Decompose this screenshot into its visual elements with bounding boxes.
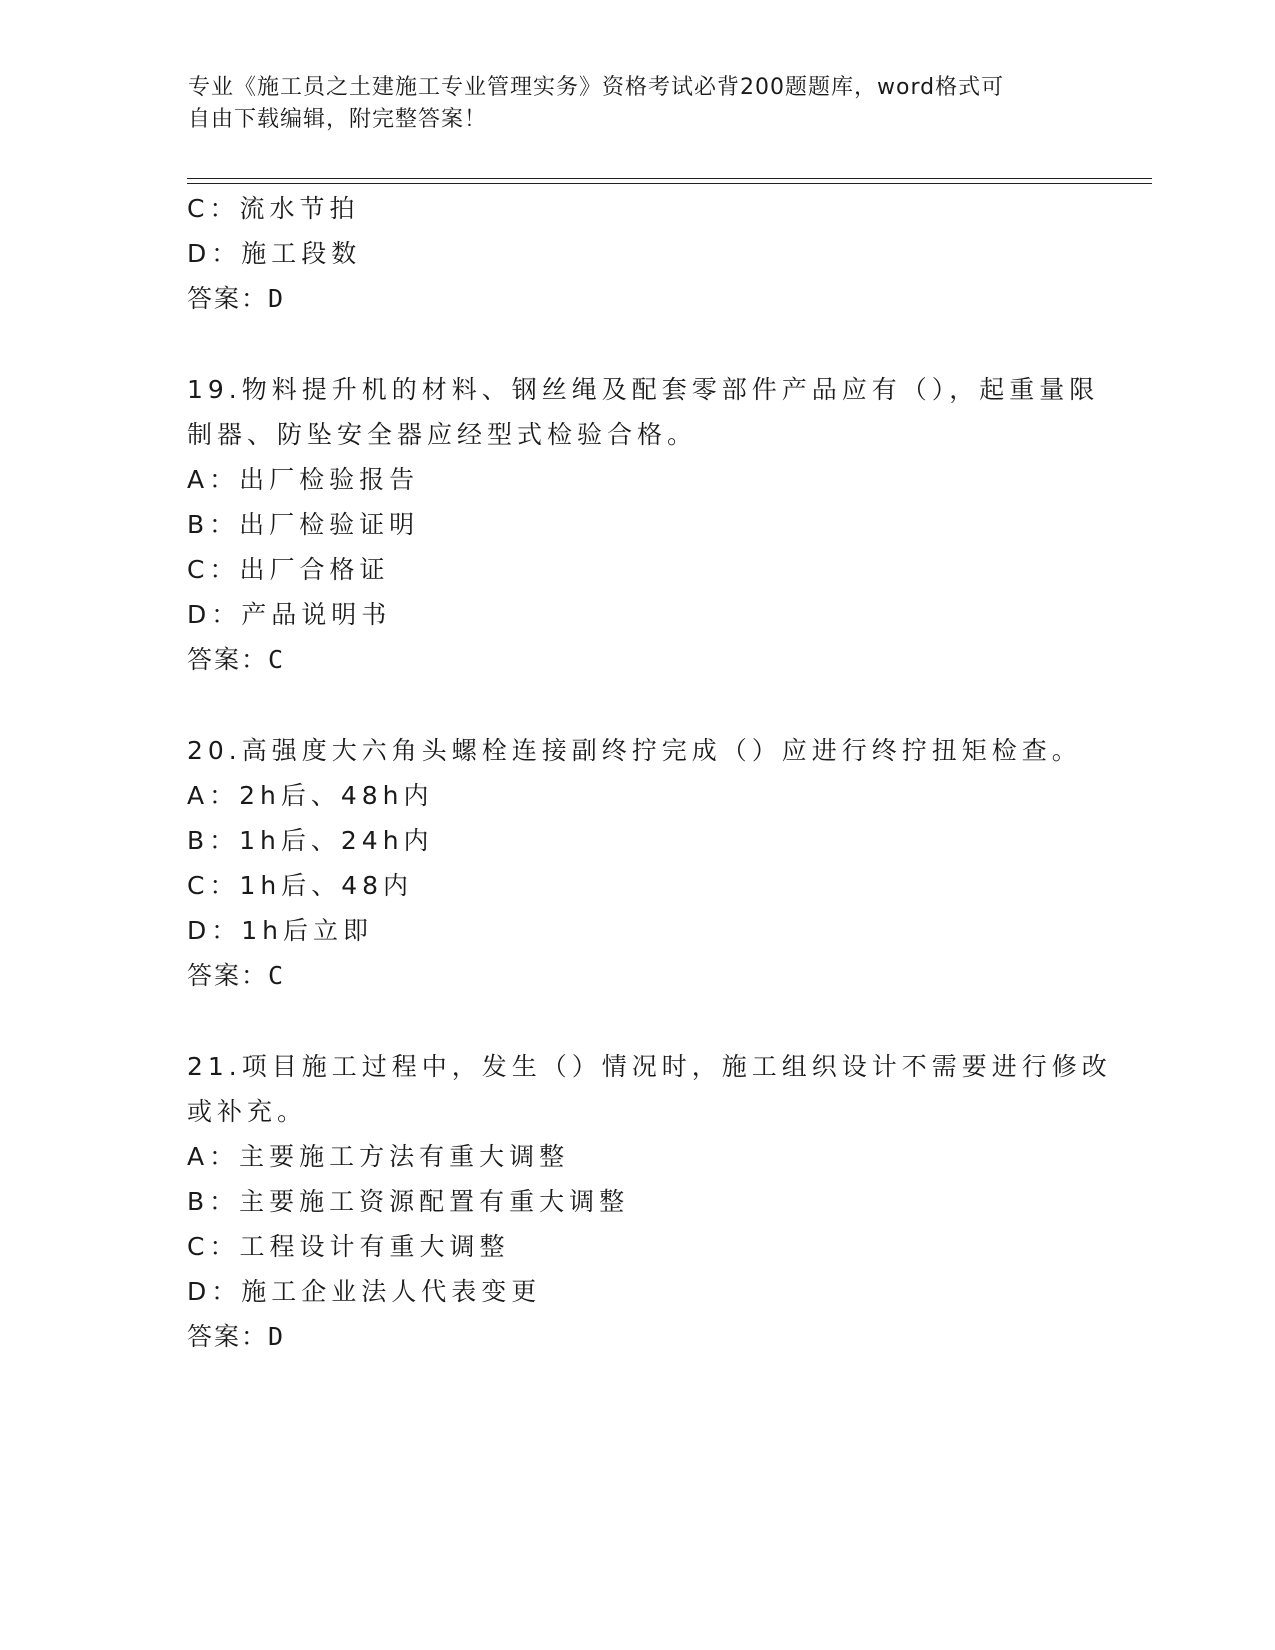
q21-stem-line-1: 21.项目施工过程中，发生（）情况时，施工组织设计不需要进行修改	[187, 1052, 1112, 1081]
q21-option-b: B：主要施工资源配置有重大调整	[187, 1187, 630, 1216]
q20-stem-line-1: 20.高强度大六角头螺栓连接副终拧完成（）应进行终拧扭矩检查。	[187, 736, 1082, 765]
q20-option-a: A：2h后、48h内	[187, 781, 434, 810]
q20-option-d: D：1h后立即	[187, 916, 374, 945]
q19-option-c: C：出厂合格证	[187, 555, 390, 584]
q21-stem-line-2: 或补充。	[187, 1097, 308, 1126]
q20-option-b: B：1h后、24h内	[187, 826, 434, 855]
q19-stem-line-1: 19.物料提升机的材料、钢丝绳及配套零部件产品应有（），起重量限	[187, 375, 1100, 404]
header-divider-bottom	[187, 183, 1152, 184]
q21-option-d: D：施工企业法人代表变更	[187, 1277, 542, 1306]
header-divider-top	[187, 178, 1152, 179]
q20-option-c: C：1h后、48内	[187, 871, 414, 900]
prev-option-d: D：施工段数	[187, 239, 362, 268]
header-line-2: 自由下载编辑，附完整答案！	[188, 107, 488, 132]
q19-option-d: D：产品说明书	[187, 600, 392, 629]
q19-answer: 答案：C	[187, 645, 286, 674]
q19-option-a: A：出厂检验报告	[187, 465, 420, 494]
q21-option-a: A：主要施工方法有重大调整	[187, 1142, 570, 1171]
q19-option-b: B：出厂检验证明	[187, 510, 420, 539]
q20-answer: 答案：C	[187, 961, 286, 990]
prev-answer: 答案：D	[187, 284, 286, 313]
q19-stem-line-2: 制器、防坠安全器应经型式检验合格。	[187, 420, 698, 449]
q21-option-c: C：工程设计有重大调整	[187, 1232, 510, 1261]
q21-answer: 答案：D	[187, 1322, 286, 1351]
prev-option-c: C：流水节拍	[187, 194, 360, 223]
document-header	[188, 72, 1068, 136]
header-line-1: 专业《施工员之土建施工专业管理实务》资格考试必背200题题库，word格式可	[188, 75, 1005, 100]
